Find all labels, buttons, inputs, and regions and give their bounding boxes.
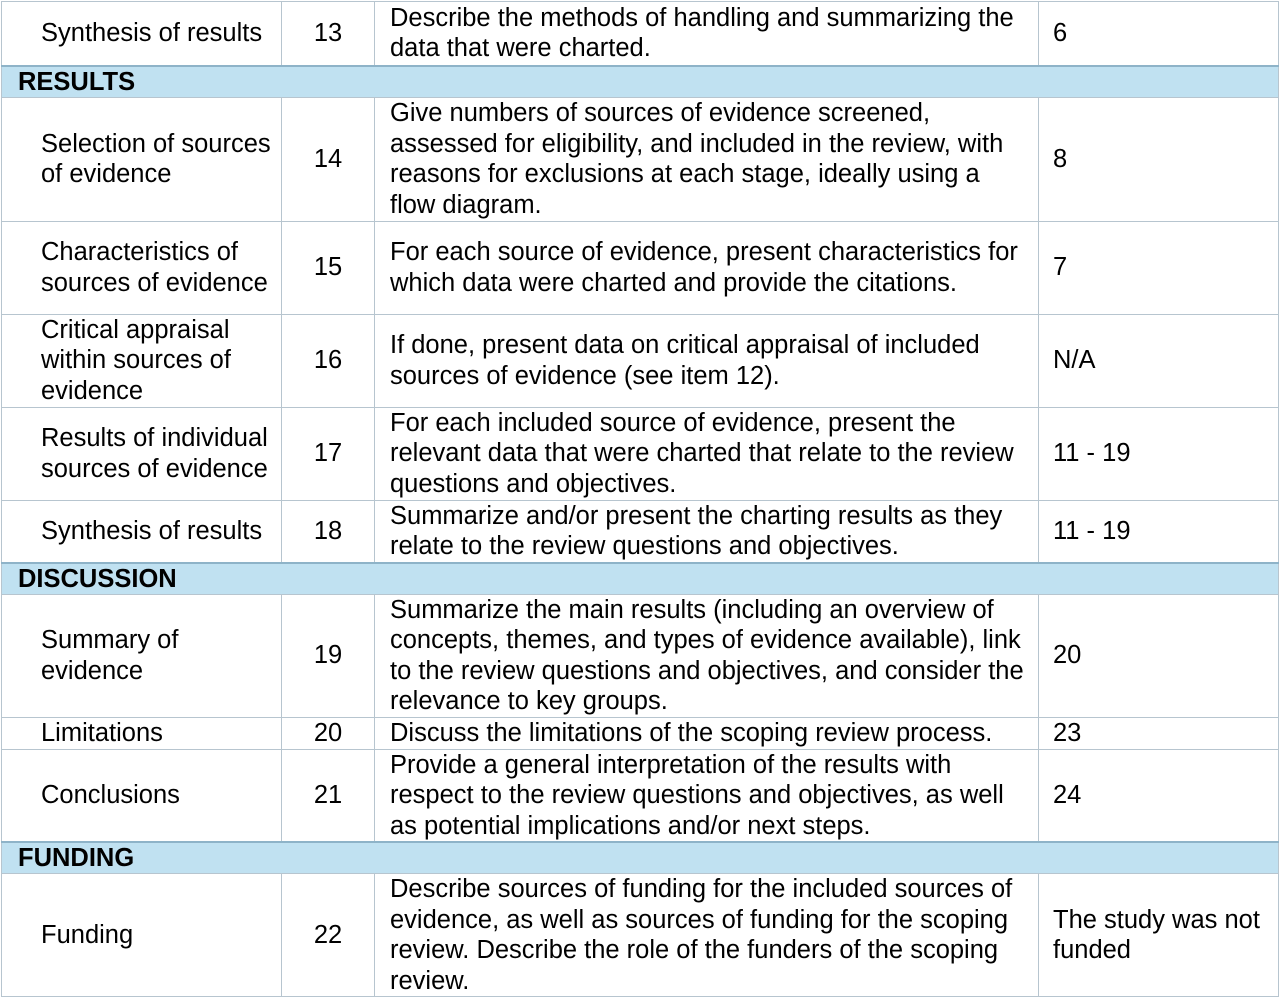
item-description-cell: Give numbers of sources of evidence screened, assessed for eligibility, and included in the review, with reasons for exclusions at each stage, ideally using a flow diagram. xyxy=(375,97,1039,221)
reported-on-page-cell: 20 xyxy=(1039,594,1279,717)
table-row xyxy=(2,594,1279,717)
item-name-cell: Synthesis of results xyxy=(2,500,282,563)
item-number-cell: 19 xyxy=(282,594,375,717)
item-name-cell: Selection of sources of evidence xyxy=(2,97,282,221)
item-name-cell: Synthesis of results xyxy=(2,2,282,66)
reported-on-page-cell: 23 xyxy=(1039,717,1279,749)
item-name-cell: Limitations xyxy=(2,717,282,749)
item-description-cell: Summarize the main results (including an overview of concepts, themes, and types of evidence available), link to the review questions and objectives, and consider the relevance to key groups. xyxy=(375,594,1039,717)
table-row xyxy=(2,2,1279,66)
item-description-cell: Describe the methods of handling and summarizing the data that were charted. xyxy=(375,2,1039,66)
item-name-cell: Summary of evidence xyxy=(2,594,282,717)
item-name-cell: Critical appraisal within sources of evidence xyxy=(2,314,282,407)
section-header-row xyxy=(2,66,1279,98)
item-number-cell: 14 xyxy=(282,97,375,221)
section-header: FUNDING xyxy=(2,842,1279,874)
reported-on-page-cell: N/A xyxy=(1039,314,1279,407)
table-row xyxy=(2,717,1279,749)
table-row xyxy=(2,221,1279,314)
item-number-cell: 20 xyxy=(282,717,375,749)
table-row xyxy=(2,749,1279,842)
reported-on-page-cell: The study was not funded xyxy=(1039,874,1279,997)
reported-on-page-cell: 24 xyxy=(1039,749,1279,842)
table-row xyxy=(2,500,1279,563)
item-description-cell: If done, present data on critical appraisal of included sources of evidence (see item 12). xyxy=(375,314,1039,407)
section-header-row xyxy=(2,842,1279,874)
item-number-cell: 18 xyxy=(282,500,375,563)
item-description-cell: Provide a general interpretation of the results with respect to the review questions and objectives, as well as potential implications and/or next steps. xyxy=(375,749,1039,842)
table-row xyxy=(2,314,1279,407)
table-row xyxy=(2,407,1279,500)
item-name-cell: Results of individual sources of evidence xyxy=(2,407,282,500)
section-header: RESULTS xyxy=(2,66,1279,98)
item-description-cell: Describe sources of funding for the included sources of evidence, as well as sources of funding for the scoping review. Describe the role of the funders of the scoping review. xyxy=(375,874,1039,997)
reported-on-page-cell: 8 xyxy=(1039,97,1279,221)
table-row xyxy=(2,97,1279,221)
reported-on-page-cell: 6 xyxy=(1039,2,1279,66)
item-name-cell: Conclusions xyxy=(2,749,282,842)
section-header: DISCUSSION xyxy=(2,563,1279,595)
section-header-row xyxy=(2,563,1279,595)
reported-on-page-cell: 7 xyxy=(1039,221,1279,314)
reported-on-page-cell: 11 - 19 xyxy=(1039,500,1279,563)
item-description-cell: For each included source of evidence, present the relevant data that were charted that relate to the review questions and objectives. xyxy=(375,407,1039,500)
item-number-cell: 13 xyxy=(282,2,375,66)
item-number-cell: 17 xyxy=(282,407,375,500)
item-number-cell: 15 xyxy=(282,221,375,314)
item-number-cell: 22 xyxy=(282,874,375,997)
item-name-cell: Funding xyxy=(2,874,282,997)
item-number-cell: 16 xyxy=(282,314,375,407)
item-description-cell: Discuss the limitations of the scoping review process. xyxy=(375,717,1039,749)
checklist-table xyxy=(1,1,1279,997)
reported-on-page-cell: 11 - 19 xyxy=(1039,407,1279,500)
item-number-cell: 21 xyxy=(282,749,375,842)
table-row xyxy=(2,874,1279,997)
item-description-cell: For each source of evidence, present characteristics for which data were charted and provide the citations. xyxy=(375,221,1039,314)
item-name-cell: Characteristics of sources of evidence xyxy=(2,221,282,314)
item-description-cell: Summarize and/or present the charting results as they relate to the review questions and objectives. xyxy=(375,500,1039,563)
